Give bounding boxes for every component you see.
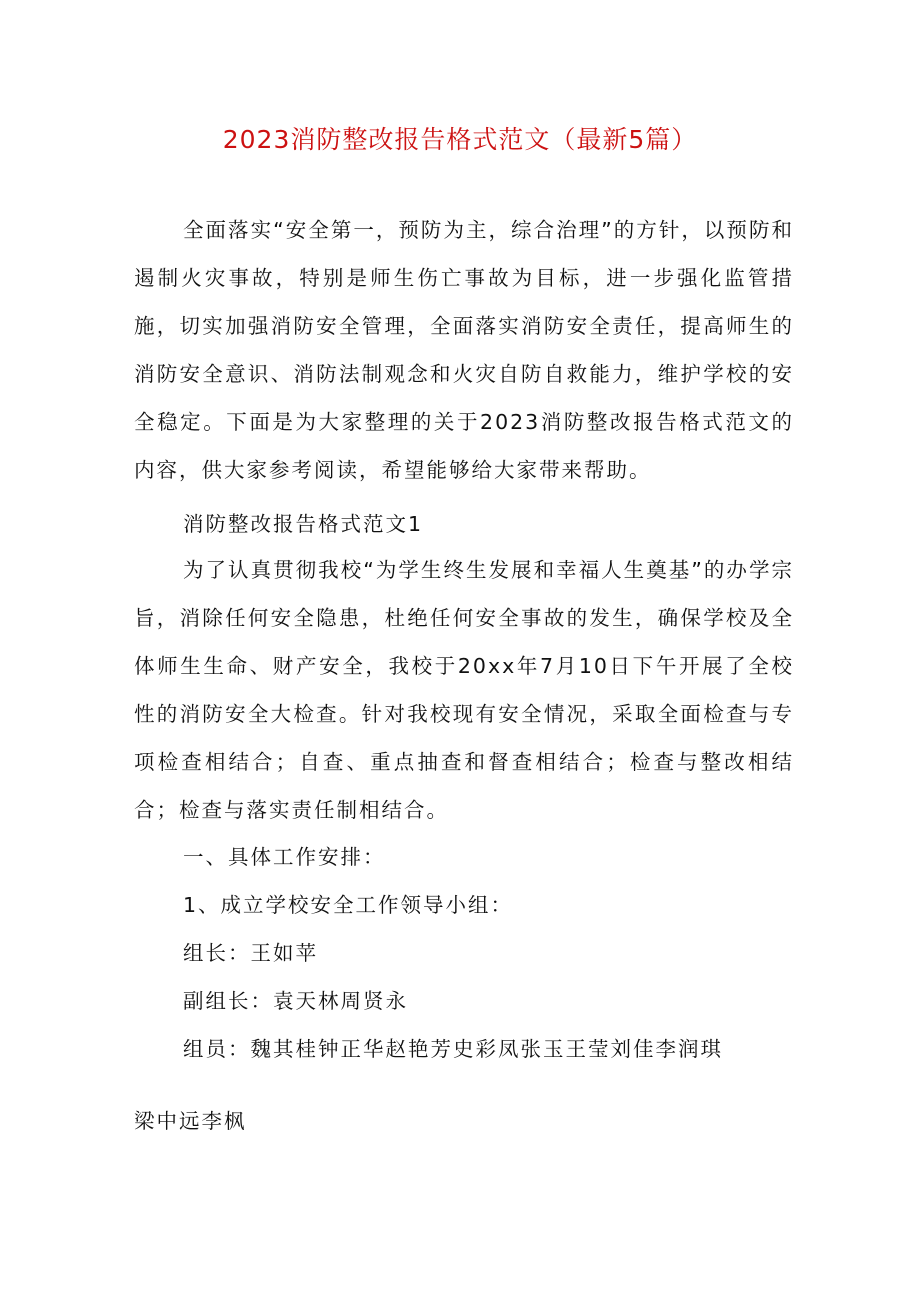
members-continuation-line: 梁中远李枫	[134, 1109, 247, 1133]
section-heading: 消防整改报告格式范文1	[183, 512, 424, 536]
leadership-group-heading: 1、成立学校安全工作领导小组：	[183, 893, 514, 917]
deputy-leader-line: 副组长：袁天林周贤永	[183, 989, 408, 1013]
body-paragraph-1: 为了认真贯彻我校“为学生终生发展和幸福人生奠基”的办学宗旨，消除任何安全隐患，杜绝任何安全事故的发生，确保学校及全体师生生命、财产安全，我校于20xx年7月10日下午开展了全校性的消防安全大检查。针对我校现有安全情况，采取全面检查与专项检查相结合；自查、重点抽查和督查相结合；检查与整改相结合；检查与落实责任制相结合。	[134, 558, 794, 822]
group-leader-line: 组长：王如苹	[183, 941, 318, 965]
document-title: 2023消防整改报告格式范文（最新5篇）	[222, 125, 698, 154]
members-line: 组员：魏其桂钟正华赵艳芳史彩凤张玉王莹刘佳李润琪	[183, 1037, 723, 1061]
intro-paragraph: 全面落实“安全第一，预防为主，综合治理”的方针，以预防和遏制火灾事故，特别是师生伤亡事故为目标，进一步强化监管措施，切实加强消防安全管理，全面落实消防安全责任，提高师生的消防安全意识、消防法制观念和火灾自防自救能力，维护学校的安全稳定。下面是为大家整理的关于2023消防整改报告格式范文的内容，供大家参考阅读，希望能够给大家带来帮助。	[134, 218, 794, 482]
work-arrangement-heading: 一、具体工作安排：	[183, 845, 386, 869]
